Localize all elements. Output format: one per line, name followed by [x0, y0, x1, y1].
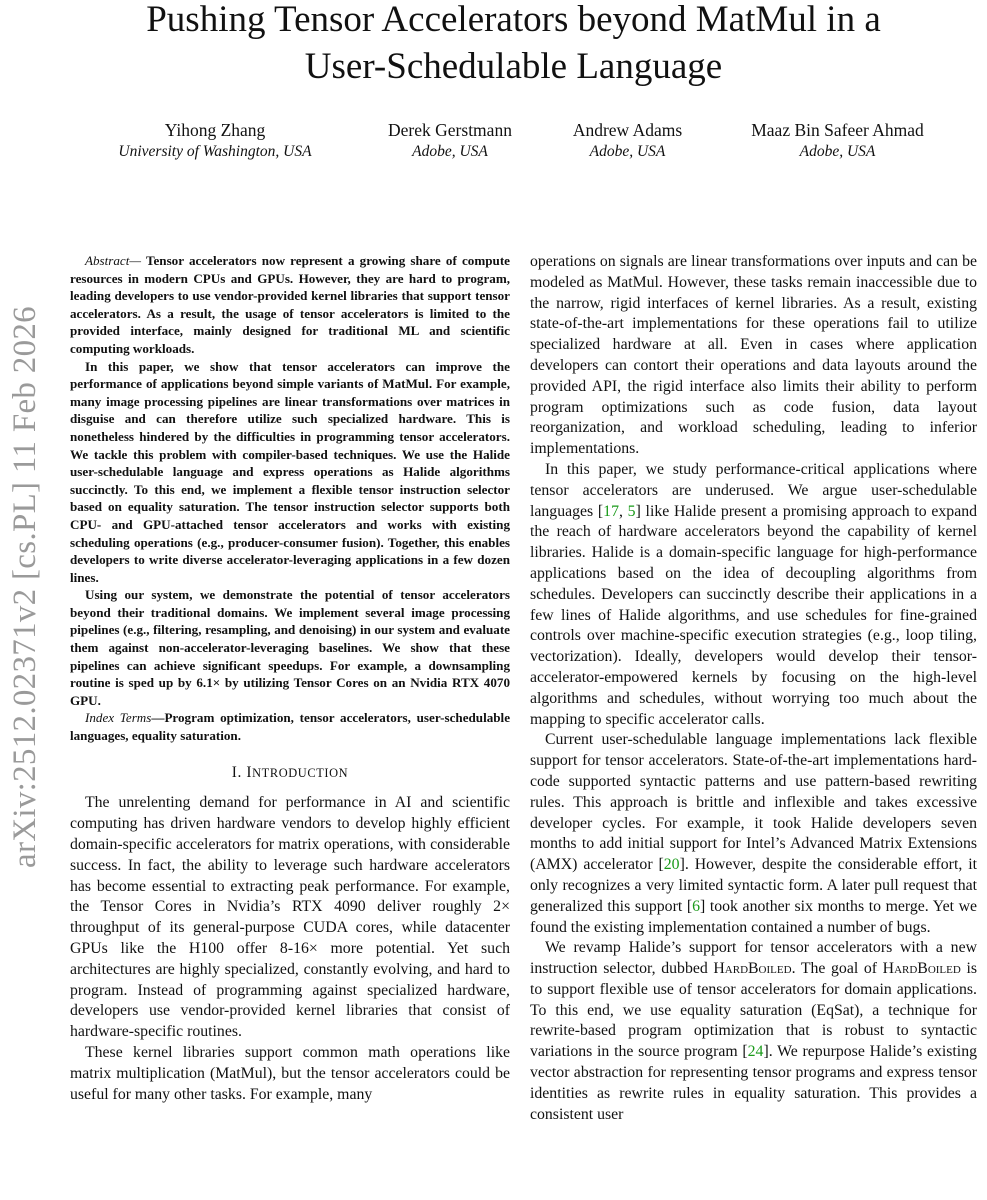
intro-paragraph-2: These kernel libraries support common math operations like matrix multiplication (MatMul), but the tensor accelerators could be useful for many other tasks. For example, many [70, 1043, 510, 1103]
intro-paragraph-3: operations on signals are linear transformations over inputs and can be modeled as MatMul. However, these tasks remain inaccessible due to the narrow, rigid interfaces of kernel libraries. As a result, existing state-of-the-art implementations for these operations fail to utilize specialized hardware at all. Even in cases where application developers can contort their operations and data layouts around the provided API, the rigid interface also limits their ability to perform program optimizations such as code fusion, data layout reorganization, and workload scheduling, leading to inferior implementations. [530, 253, 977, 458]
author-name: Maaz Bin Safeer Ahmad [751, 120, 924, 140]
author-3 [550, 119, 705, 163]
paper-title [40, 0, 987, 90]
author-affiliation: Adobe, USA [589, 143, 666, 160]
index-terms: Index Terms—Program optimization, tensor accelerators, user-schedulable languages, equality saturation. [70, 710, 511, 744]
left-column [70, 252, 510, 1105]
abstract-label: Abstract— [85, 253, 142, 268]
abstract-paragraph-1: Abstract— Tensor accelerators now represent a growing share of compute resources in modern CPUs and GPUs. However, they are hard to program, leading developers to use vendor-provided kernel libraries that support tensor accelerators. As a result, the usage of tensor accelerators is limited to the provided interface, mainly designed for traditional ML and scientific computing workloads. [70, 253, 510, 356]
author-affiliation: Adobe, USA [799, 143, 876, 160]
author-2 [365, 119, 535, 163]
author-name: Derek Gerstmann [388, 120, 512, 140]
abstract-paragraph-2: In this paper, we show that tensor accelerators can improve the performance of applications beyond simple variants of MatMul. For example, many image processing pipelines are linear transformations over matrices in disguise and can therefore utilize such specialized hardware. This is nonetheless hindered by the difficulties in programming tensor accelerators. We tackle this problem with compiler-based techniques. We use the Halide user-schedulable language and express operations as Halide algorithms succinctly. To this end, we implement a flexible tensor instruction selector based on equality saturation. The tensor instruction selector supports both CPU- and GPU-attached tensor accelerators and works with existing scheduling operations (e.g., producer-consumer fusion). Together, this enables developers to write diverse accelerator-leveraging applications in a few dozen lines. [70, 358, 510, 585]
citation-link[interactable]: 5 [627, 502, 636, 520]
citation-link[interactable]: 24 [747, 1043, 764, 1061]
intro-paragraph-5: Current user-schedulable language implementations lack flexible support for tensor accelerators. State-of-the-art implementations hard-code supported syntactic patterns and use pattern-based rewriting rules. This approach is brittle and inflexible and takes excessive developer cycles. For example, it took Halide developers seven months to add initial support for Intel’s Advanced Matrix Extensions (AMX) accelerator [20]. However, despite the considerable effort, it only recognizes a very limited syntactic form. A later pull request that generalized this support [6] took another six months to merge. Yet we found the existing implementation contained a number of bugs. [530, 731, 977, 936]
intro-paragraph-1: The unrelenting demand for performance in AI and scientific computing has driven hardware vendors to develop highly efficient domain-specific accelerators for matrix operations, with considerable success. In fact, the ability to leverage such hardware accelerators has become essential to extracting peak performance. For example, the Tensor Cores in Nvidia’s RTX 4090 deliver roughly 2× throughput of its general-purpose CUDA cores, while datacenter GPUs like the H100 offer 8-16× more potential. Yet such architectures are highly specialized, constantly evolving, and hard to program. Instead of programming against specialized hardware, developers use vendor-provided kernel libraries that consist of hardware-specific routines. [70, 794, 510, 1041]
author-affiliation: Adobe, USA [412, 143, 488, 160]
system-name: HardBoiled [882, 960, 961, 978]
system-name: HardBoiled [713, 960, 792, 978]
intro-paragraph-6: We revamp Halide’s support for tensor accelerators with a new instruction selector, dubbed HardBoiled. The goal of HardBoiled is to support flexible use of tensor accelerators for domain applications. To this end, we use equality saturation (EqSat), a technique for rewrite-based program optimization that is robust to syntactic variations in the source program [24]. We repurpose Halide’s existing vector abstraction for representing tensor programs and express tensor identities as rewrite rules in equality saturation. This provides a consistent user [530, 939, 977, 1123]
index-terms-label: Index Terms [85, 710, 152, 726]
title-line-2: User-Schedulable Language [304, 46, 723, 87]
citation-link[interactable]: 17 [603, 502, 619, 520]
author-4 [725, 119, 950, 163]
citation-link[interactable]: 20 [663, 856, 680, 874]
right-column [530, 252, 977, 1125]
title-line-1: Pushing Tensor Accelerators beyond MatMul in a [146, 0, 881, 40]
citation-link[interactable]: 6 [692, 897, 700, 915]
author-affiliation: University of Washington, USA [118, 143, 312, 160]
intro-paragraph-4: In this paper, we study performance-critical applications where tensor accelerators are underused. We argue user-schedulable languages [17, 5] like Halide present a promising approach to expand the reach of hardware accelerators beyond the capability of kernel libraries. Halide is a domain-specific language for high-performance applications based on the idea of decoupling algorithms from schedules. Developers can succinctly describe their applications in a few lines of Halide algorithms, and use schedules for fine-grained controls over machine-specific execution strategies (e.g., loop tiling, vectorization). Ideally, developers would develop their tensor-accelerator-empowered kernels by focusing on the high-level algorithms and schedules, without worrying too much about the mapping to specific accelerator calls. [530, 460, 977, 728]
abstract-paragraph-3: Using our system, we demonstrate the potential of tensor accelerators beyond their traditional domains. We implement several image processing pipelines (e.g., filtering, resampling, and denoising) in our system and evaluate them against non-accelerator-leveraging baselines. We show that these pipelines can achieve significant speedups. For example, a downsampling routine is sped up by 6.1× by utilizing Tensor Cores on an Nvidia RTX 4070 GPU. [70, 587, 510, 708]
author-name: Andrew Adams [572, 120, 683, 140]
author-block [0, 119, 987, 169]
author-1 [100, 119, 330, 163]
section-heading-introduction: I. INTRODUCTION [231, 763, 349, 781]
author-name: Yihong Zhang [164, 120, 266, 140]
arxiv-identifier-stamp: arXiv:2512.02371v2 [cs.PL] 11 Feb 2026 [7, 306, 43, 868]
